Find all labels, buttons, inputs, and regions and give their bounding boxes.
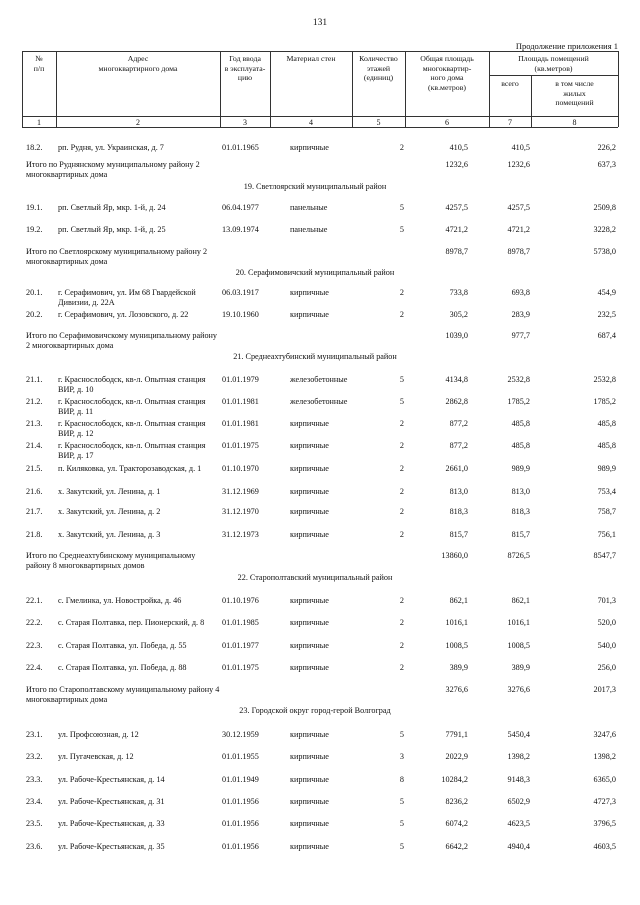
section-heading: 23. Городской округ город-герой Волгоград [239, 706, 391, 715]
row-year: 01.01.1981 [222, 397, 259, 406]
subtotal-area-residential: 8547,7 [593, 551, 616, 560]
row-address: ул. Рабоче-Крестьянская, д. 35 [58, 842, 165, 851]
row-address: г. Краснослободск, кв-л. Опытная станция ВИР, д. 11 [58, 397, 206, 417]
row-area-residential: 485,8 [597, 419, 616, 428]
row-area-all: 4257,5 [507, 203, 530, 212]
subtotal-area-all: 1232,6 [507, 160, 530, 169]
row-material: кирпичные [290, 752, 329, 761]
premises-subheader-rule [489, 75, 618, 76]
row-floors: 2 [399, 143, 404, 152]
row-area-all: 1785,2 [507, 397, 530, 406]
row-total-area: 305,2 [449, 310, 468, 319]
subtotal-area-residential: 5738,0 [593, 247, 616, 256]
row-area-residential: 756,1 [597, 530, 616, 539]
row-number: 19.2. [26, 225, 43, 234]
row-address: х. Закутский, ул. Ленина, д. 1 [58, 487, 161, 496]
row-floors: 2 [399, 641, 404, 650]
row-area-residential: 701,3 [597, 596, 616, 605]
continuation-label: Продолжение приложения 1 [515, 41, 618, 51]
row-total-area: 4257,5 [445, 203, 468, 212]
row-material: кирпичные [290, 288, 329, 297]
row-floors: 2 [399, 487, 404, 496]
row-area-all: 989,9 [511, 464, 530, 473]
row-address: ул. Рабоче-Крестьянская, д. 31 [58, 797, 165, 806]
row-total-area: 818,3 [449, 507, 468, 516]
subtotal-area-all: 977,7 [511, 331, 530, 340]
page-number: 131 [312, 18, 328, 28]
row-floors: 5 [399, 730, 404, 739]
row-material: кирпичные [290, 464, 329, 473]
column-number: 7 [508, 118, 512, 127]
row-address: г. Серафимович, ул. Им 68 Гвардейской Дивизии, д. 22А [58, 288, 196, 308]
row-year: 31.12.1969 [222, 487, 259, 496]
header-residential: в том числе жилых помещений [555, 79, 594, 107]
row-address: г. Краснослободск, кв-л. Опытная станция ВИР, д. 10 [58, 375, 206, 395]
row-floors: 2 [399, 419, 404, 428]
row-area-all: 6502,9 [507, 797, 530, 806]
row-total-area: 813,0 [449, 487, 468, 496]
header-floors: Количество этажей (единиц) [359, 54, 398, 82]
row-total-area: 389,9 [449, 663, 468, 672]
row-number: 20.2. [26, 310, 43, 319]
row-year: 01.01.1955 [222, 752, 259, 761]
row-area-residential: 2509,8 [593, 203, 616, 212]
row-total-area: 410,5 [449, 143, 468, 152]
row-area-residential: 226,2 [597, 143, 616, 152]
row-total-area: 877,2 [449, 419, 468, 428]
row-material: кирпичные [290, 819, 329, 828]
row-number: 22.3. [26, 641, 43, 650]
row-number: 23.4. [26, 797, 43, 806]
row-total-area: 2022,9 [445, 752, 468, 761]
row-number: 23.6. [26, 842, 43, 851]
row-material: панельные [290, 225, 328, 234]
row-year: 06.04.1977 [222, 203, 259, 212]
row-total-area: 6074,2 [445, 819, 468, 828]
row-address: с. Старая Полтавка, пер. Пионерский, д. 8 [58, 618, 205, 627]
header-year: Год ввода в эксплуата- цию [224, 54, 266, 82]
row-area-all: 1398,2 [507, 752, 530, 761]
row-number: 21.8. [26, 530, 43, 539]
row-number: 23.3. [26, 775, 43, 784]
row-area-residential: 989,9 [597, 464, 616, 473]
row-area-all: 9148,3 [507, 775, 530, 784]
row-material: железобетонные [290, 375, 348, 384]
header-address: Адрес многоквартирного дома [98, 54, 178, 73]
row-year: 01.01.1956 [222, 842, 259, 851]
row-material: кирпичные [290, 530, 329, 539]
row-number: 21.4. [26, 441, 43, 450]
row-address: с. Старая Полтавка, ул. Победа, д. 88 [58, 663, 187, 672]
row-total-area: 1008,5 [445, 641, 468, 650]
row-number: 22.4. [26, 663, 43, 672]
row-address: ул. Рабоче-Крестьянская, д. 33 [58, 819, 165, 828]
row-floors: 2 [399, 663, 404, 672]
row-area-residential: 454,9 [597, 288, 616, 297]
row-area-residential: 4603,5 [593, 842, 616, 851]
row-number: 20.1. [26, 288, 43, 297]
section-heading: 21. Среднеахтубинский муниципальный район [233, 352, 397, 361]
row-year: 01.01.1965 [222, 143, 259, 152]
row-year: 19.10.1960 [222, 310, 259, 319]
row-area-residential: 485,8 [597, 441, 616, 450]
subtotal-total-area: 13860,0 [441, 551, 468, 560]
row-total-area: 1016,1 [445, 618, 468, 627]
row-area-all: 818,3 [511, 507, 530, 516]
subtotal-area-all: 8726,5 [507, 551, 530, 560]
row-area-residential: 1398,2 [593, 752, 616, 761]
subtotal-label: Итого по Серафимовичскому муниципальному району 2 многоквартирных дома [26, 331, 218, 351]
row-year: 01.01.1956 [222, 797, 259, 806]
subtotal-area-all: 8978,7 [507, 247, 530, 256]
row-area-all: 410,5 [511, 143, 530, 152]
row-year: 01.01.1956 [222, 819, 259, 828]
row-total-area: 733,8 [449, 288, 468, 297]
row-area-residential: 1785,2 [593, 397, 616, 406]
row-material: кирпичные [290, 618, 329, 627]
row-address: рп. Рудня, ул. Украинская, д. 7 [58, 143, 164, 152]
row-year: 01.01.1981 [222, 419, 259, 428]
row-floors: 2 [399, 618, 404, 627]
row-material: кирпичные [290, 419, 329, 428]
column-number: 8 [572, 118, 577, 127]
row-material: кирпичные [290, 775, 329, 784]
row-floors: 2 [399, 441, 404, 450]
row-area-all: 4721,2 [507, 225, 530, 234]
row-area-all: 815,7 [511, 530, 530, 539]
row-number: 23.2. [26, 752, 43, 761]
subtotal-label: Итого по Старополтавскому муниципальному району 4 многоквартирных дома [26, 685, 220, 705]
row-year: 01.01.1949 [222, 775, 259, 784]
row-material: кирпичные [290, 310, 329, 319]
row-material: кирпичные [290, 842, 329, 851]
row-total-area: 4721,2 [445, 225, 468, 234]
row-area-all: 1008,5 [507, 641, 530, 650]
row-number: 21.1. [26, 375, 43, 384]
row-floors: 5 [399, 397, 404, 406]
row-number: 23.5. [26, 819, 43, 828]
row-address: г. Краснослободск, кв-л. Опытная станция ВИР, д. 17 [58, 441, 206, 461]
row-area-residential: 540,0 [597, 641, 616, 650]
row-number: 21.7. [26, 507, 43, 516]
header-material: Материал стен [286, 54, 336, 63]
row-area-all: 485,8 [511, 419, 530, 428]
row-floors: 2 [399, 507, 404, 516]
row-material: кирпичные [290, 143, 329, 152]
row-number: 18.2. [26, 143, 43, 152]
row-area-all: 813,0 [511, 487, 530, 496]
row-address: ул. Профсоюзная, д. 12 [58, 730, 139, 739]
column-number: 6 [445, 118, 449, 127]
row-material: железобетонные [290, 397, 348, 406]
column-number: 2 [136, 118, 140, 127]
row-material: кирпичные [290, 663, 329, 672]
row-area-residential: 6365,0 [593, 775, 616, 784]
row-number: 21.5. [26, 464, 43, 473]
row-floors: 2 [399, 288, 404, 297]
subtotal-total-area: 1232,6 [445, 160, 468, 169]
row-number: 21.6. [26, 487, 43, 496]
row-floors: 2 [399, 530, 404, 539]
row-area-residential: 3247,6 [593, 730, 616, 739]
column-number: 1 [37, 118, 41, 127]
row-area-all: 283,9 [511, 310, 530, 319]
row-year: 01.01.1975 [222, 663, 259, 672]
row-total-area: 4134,8 [445, 375, 468, 384]
row-number: 23.1. [26, 730, 43, 739]
row-floors: 2 [399, 310, 404, 319]
row-floors: 5 [399, 797, 404, 806]
row-address: ул. Пугачевская, д. 12 [58, 752, 134, 761]
row-area-all: 862,1 [511, 596, 530, 605]
row-area-all: 693,8 [511, 288, 530, 297]
row-area-all: 5450,4 [507, 730, 530, 739]
row-floors: 5 [399, 225, 404, 234]
header-premises-area: Площадь помещений (кв.метров) [518, 54, 589, 73]
row-area-residential: 753,4 [597, 487, 616, 496]
subtotal-label: Итого по Среднеахтубинскому муниципальному району 8 многоквартирных домов [26, 551, 196, 571]
row-material: кирпичные [290, 441, 329, 450]
row-area-residential: 4727,3 [593, 797, 616, 806]
row-total-area: 2862,8 [445, 397, 468, 406]
row-material: кирпичные [290, 596, 329, 605]
row-address: п. Киляковка, ул. Тракторозаводская, д. 1 [58, 464, 202, 473]
row-address: ул. Рабоче-Крестьянская, д. 14 [58, 775, 165, 784]
column-number: 3 [243, 118, 247, 127]
row-area-residential: 2532,8 [593, 375, 616, 384]
row-material: кирпичные [290, 730, 329, 739]
row-material: кирпичные [290, 797, 329, 806]
row-area-all: 485,8 [511, 441, 530, 450]
row-total-area: 877,2 [449, 441, 468, 450]
subtotal-area-residential: 2017,3 [593, 685, 616, 694]
subtotal-area-all: 3276,6 [507, 685, 530, 694]
row-year: 01.01.1979 [222, 375, 259, 384]
row-total-area: 8236,2 [445, 797, 468, 806]
subtotal-label: Итого по Светлоярскому муниципальному району 2 многоквартирных дома [26, 247, 208, 267]
row-floors: 8 [399, 775, 404, 784]
row-address: х. Закутский, ул. Ленина, д. 2 [58, 507, 161, 516]
header-top-rule [22, 51, 618, 52]
section-heading: 20. Серафимовичский муниципальный район [235, 268, 395, 277]
subtotal-area-residential: 687,4 [597, 331, 616, 340]
row-area-residential: 758,7 [597, 507, 616, 516]
row-address: с. Старая Полтавка, ул. Победа, д. 55 [58, 641, 187, 650]
row-year: 30.12.1959 [222, 730, 259, 739]
row-area-residential: 3796,5 [593, 819, 616, 828]
row-number: 21.2. [26, 397, 43, 406]
row-area-all: 1016,1 [507, 618, 530, 627]
row-year: 01.10.1976 [222, 596, 259, 605]
row-area-all: 4623,5 [507, 819, 530, 828]
subtotal-total-area: 1039,0 [445, 331, 468, 340]
row-year: 01.01.1985 [222, 618, 259, 627]
row-floors: 2 [399, 464, 404, 473]
row-total-area: 815,7 [449, 530, 468, 539]
row-area-all: 2532,8 [507, 375, 530, 384]
row-year: 01.01.1977 [222, 641, 259, 650]
header-total-area: Общая площадь многоквартир- ного дома (кв.метров) [420, 54, 474, 92]
row-floors: 5 [399, 203, 404, 212]
row-material: кирпичные [290, 507, 329, 516]
row-floors: 2 [399, 596, 404, 605]
row-number: 22.1. [26, 596, 43, 605]
row-year: 01.10.1970 [222, 464, 259, 473]
row-total-area: 7791,1 [445, 730, 468, 739]
row-area-residential: 232,5 [597, 310, 616, 319]
row-area-residential: 3228,2 [593, 225, 616, 234]
column-number: 4 [309, 118, 313, 127]
header-all: всего [501, 79, 519, 88]
row-floors: 3 [399, 752, 404, 761]
row-area-residential: 256,0 [597, 663, 616, 672]
row-year: 13.09.1974 [222, 225, 259, 234]
section-heading: 19. Светлоярский муниципальный район [243, 182, 387, 191]
row-number: 19.1. [26, 203, 43, 212]
header-bottom-rule [22, 116, 618, 117]
subtotal-total-area: 3276,6 [445, 685, 468, 694]
row-year: 31.12.1973 [222, 530, 259, 539]
row-area-all: 389,9 [511, 663, 530, 672]
subtotal-total-area: 8978,7 [445, 247, 468, 256]
row-address: г. Краснослободск, кв-л. Опытная станция ВИР, д. 12 [58, 419, 206, 439]
row-floors: 5 [399, 819, 404, 828]
row-total-area: 6642,2 [445, 842, 468, 851]
subtotal-label: Итого по Руднянскому муниципальному району 2 многоквартирных дома [26, 160, 200, 180]
row-total-area: 862,1 [449, 596, 468, 605]
row-floors: 5 [399, 842, 404, 851]
row-address: рп. Светлый Яр, мкр. 1-й, д. 24 [58, 203, 166, 212]
row-total-area: 2661,0 [445, 464, 468, 473]
row-floors: 5 [399, 375, 404, 384]
row-address: г. Серафимович, ул. Лозовского, д. 22 [58, 310, 189, 319]
row-material: панельные [290, 203, 328, 212]
row-number: 22.2. [26, 618, 43, 627]
row-number: 21.3. [26, 419, 43, 428]
row-material: кирпичные [290, 641, 329, 650]
row-address: х. Закутский, ул. Ленина, д. 3 [58, 530, 161, 539]
row-year: 06.03.1917 [222, 288, 259, 297]
column-number: 5 [376, 118, 381, 127]
row-total-area: 10284,2 [441, 775, 468, 784]
subtotal-area-residential: 637,3 [597, 160, 616, 169]
row-area-all: 4940,4 [507, 842, 530, 851]
row-area-residential: 520,0 [597, 618, 616, 627]
row-year: 31.12.1970 [222, 507, 259, 516]
row-material: кирпичные [290, 487, 329, 496]
section-heading: 22. Старополтавский муниципальный район [237, 573, 393, 582]
row-year: 01.01.1975 [222, 441, 259, 450]
row-address: с. Гмелинка, ул. Новостройка, д. 46 [58, 596, 182, 605]
header-no: № п/п [33, 54, 45, 73]
row-address: рп. Светлый Яр, мкр. 1-й, д. 25 [58, 225, 166, 234]
